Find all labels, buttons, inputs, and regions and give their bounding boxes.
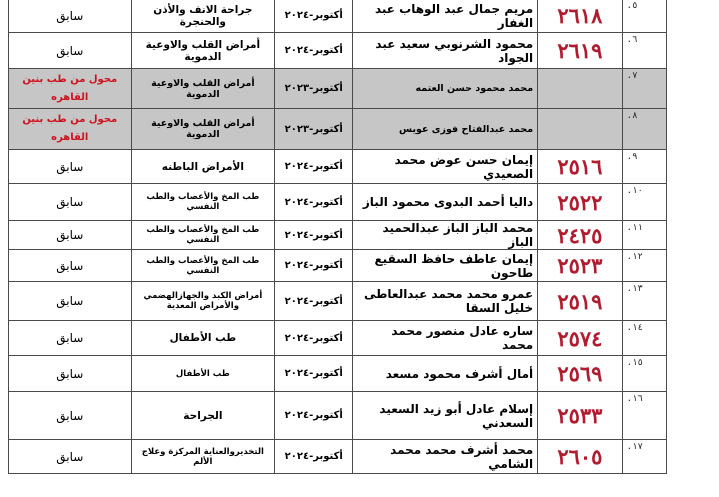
student-name: محمد محمود حسن العتمه	[353, 69, 538, 109]
student-name: محمد عبدالفتاح فوزى عويس	[353, 109, 538, 150]
student-code: ٢٦١٩	[538, 33, 622, 69]
row-number: ١٧.	[622, 440, 666, 474]
row-number: ٥.	[622, 0, 666, 33]
row-number: ١٣.	[622, 282, 666, 321]
table-row	[9, 33, 667, 69]
enrollment-date: أكتوبر-٢٠٢٤	[275, 0, 353, 33]
status: سابق	[9, 33, 132, 69]
enrollment-date: أكتوبر-٢٠٢٤	[275, 221, 353, 250]
student-name: إيمان حسن عوض محمد الصعيدي	[353, 150, 538, 184]
table-row	[9, 221, 667, 250]
specialty: طب المخ والأعصاب والطب النفسي	[131, 221, 275, 250]
row-number: ١٥.	[622, 356, 666, 392]
student-name: عمرو محمد محمد عبدالعاطى خليل السقا	[353, 282, 538, 321]
specialty: طب الأطفال	[131, 321, 275, 356]
specialty: أمراض الكبد والجهازالهضمي والأمراض المعدية	[131, 282, 275, 321]
table-row	[9, 392, 667, 440]
student-code: ٢٥٣٣	[538, 392, 622, 440]
student-code: ٢٥١٦	[538, 150, 622, 184]
student-name: داليا أحمد البدوى محمود الباز	[353, 184, 538, 221]
student-name: أمال أشرف محمود مسعد	[353, 356, 538, 392]
student-code: ٢٦١٨	[538, 0, 622, 33]
row-number: ١١.	[622, 221, 666, 250]
status: سابق	[9, 321, 132, 356]
status: محول من طب بنين القاهره	[9, 69, 132, 109]
student-code	[538, 109, 622, 150]
student-code: ٢٥٢٣	[538, 250, 622, 282]
enrollment-date: أكتوبر-٢٠٢٤	[275, 150, 353, 184]
enrollment-date: أكتوبر-٢٠٢٤	[275, 282, 353, 321]
page-margin	[667, 0, 719, 497]
student-code: ٢٥١٩	[538, 282, 622, 321]
student-code	[538, 69, 622, 109]
student-name: محمد الباز الباز عبدالحميد الباز	[353, 221, 538, 250]
specialty: الأمراض الباطنه	[131, 150, 275, 184]
student-name: محمود الشرنوبي سعيد عبد الجواد	[353, 33, 538, 69]
specialty: أمراض القلب والاوعية الدموية	[131, 33, 275, 69]
table-row	[9, 321, 667, 356]
row-number: ٦.	[622, 33, 666, 69]
enrollment-date: أكتوبر-٢٠٢٤	[275, 440, 353, 474]
table-row	[9, 356, 667, 392]
status: سابق	[9, 282, 132, 321]
student-name: مريم جمال عبد الوهاب عبد الغفار	[353, 0, 538, 33]
status: محول من طب بنين القاهره	[9, 109, 132, 150]
specialty: الجراحة	[131, 392, 275, 440]
enrollment-date: أكتوبر-٢٠٢٤	[275, 392, 353, 440]
specialty: جراحة الانف والأذن والحنجرة	[131, 0, 275, 33]
student-code: ٢٥٦٩	[538, 356, 622, 392]
row-number: ١٢.	[622, 250, 666, 282]
specialty: طب المخ والأعصاب والطب النفسي	[131, 184, 275, 221]
enrollment-date: أكتوبر-٢٠٢٤	[275, 356, 353, 392]
table-row	[9, 440, 667, 474]
student-name: إسلام عادل أبو زيد السعيد السعدني	[353, 392, 538, 440]
row-number: ١٦.	[622, 392, 666, 440]
enrollment-date: أكتوبر-٢٠٢٤	[275, 184, 353, 221]
table-row	[9, 282, 667, 321]
row-number: ٨.	[622, 109, 666, 150]
specialty: التخديروالعناية المركزة وعلاج الألم	[131, 440, 275, 474]
student-code: ٢٦٠٥	[538, 440, 622, 474]
student-code: ٢٥٧٤	[538, 321, 622, 356]
student-code: ٢٥٢٢	[538, 184, 622, 221]
status: سابق	[9, 150, 132, 184]
table-row	[9, 109, 667, 150]
row-number: ٧.	[622, 69, 666, 109]
status: سابق	[9, 356, 132, 392]
row-number: ١٠.	[622, 184, 666, 221]
table-row	[9, 150, 667, 184]
student-name: إيمان عاطف حافظ السقيع طاحون	[353, 250, 538, 282]
enrollment-date: أكتوبر-٢٠٢٤	[275, 321, 353, 356]
specialty: طب الأطفال	[131, 356, 275, 392]
enrollment-date: أكتوبر-٢٠٢٤	[275, 250, 353, 282]
students-table	[8, 0, 667, 474]
table-row	[9, 184, 667, 221]
enrollment-date: أكتوبر-٢٠٢٣	[275, 109, 353, 150]
enrollment-date: أكتوبر-٢٠٢٣	[275, 69, 353, 109]
enrollment-date: أكتوبر-٢٠٢٤	[275, 33, 353, 69]
specialty: طب المخ والأعصاب والطب النفسي	[131, 250, 275, 282]
student-code: ٢٤٢٥	[538, 221, 622, 250]
student-name: محمد أشرف محمد محمد الشامي	[353, 440, 538, 474]
table-row	[9, 0, 667, 33]
status: سابق	[9, 392, 132, 440]
status: سابق	[9, 0, 132, 33]
table-row	[9, 250, 667, 282]
specialty: أمراض القلب والاوعية الدموية	[131, 109, 275, 150]
row-number: ٩.	[622, 150, 666, 184]
status: سابق	[9, 440, 132, 474]
table-row	[9, 69, 667, 109]
status: سابق	[9, 221, 132, 250]
status: سابق	[9, 250, 132, 282]
specialty: أمراض القلب والاوعية الدموية	[131, 69, 275, 109]
row-number: ١٤.	[622, 321, 666, 356]
student-name: ساره عادل منصور محمد محمد	[353, 321, 538, 356]
status: سابق	[9, 184, 132, 221]
